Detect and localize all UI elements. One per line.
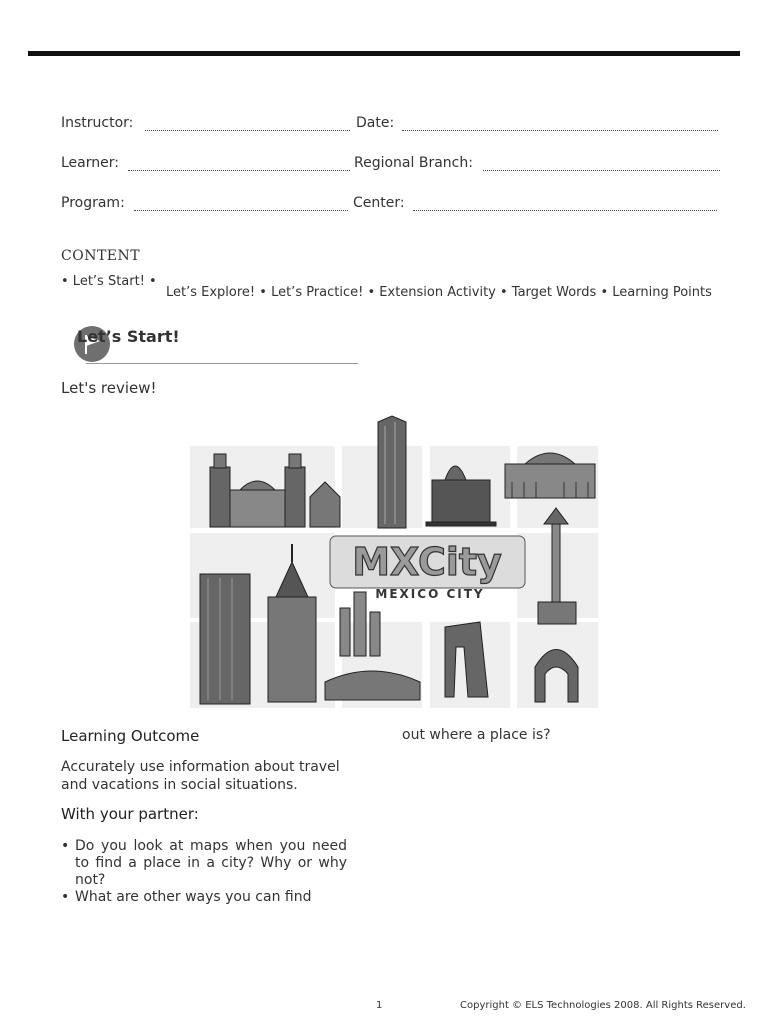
regional-branch-label: Regional Branch: [354, 155, 473, 171]
program-field[interactable] [134, 210, 348, 211]
center-label: Center: [353, 195, 405, 211]
section-divider [86, 363, 358, 364]
center-field[interactable] [413, 210, 717, 211]
header-rule [28, 51, 740, 56]
partner-heading: With your partner: [61, 805, 199, 823]
learning-outcome-heading: Learning Outcome [61, 727, 200, 745]
content-list-rest: Let’s Explore! • Let’s Practice! • Extension Activity • Target Words • Learning Points [166, 285, 712, 300]
program-label: Program: [61, 195, 125, 211]
svg-text:MEXICO CITY: MEXICO CITY [375, 587, 485, 601]
regional-branch-field[interactable] [483, 170, 720, 171]
mexico-city-collage [190, 412, 598, 708]
learner-field[interactable] [128, 170, 350, 171]
tower-icon [378, 416, 406, 528]
page-number: 1 [376, 1000, 383, 1011]
question-continuation: out where a place is? [402, 727, 551, 743]
instructor-label: Instructor: [61, 115, 134, 131]
content-list-start: • Let’s Start! • [61, 274, 157, 289]
section-title: Let’s Start! [77, 327, 180, 346]
tower-cluster-icon [340, 592, 380, 656]
svg-text:MXCity: MXCity [352, 540, 502, 584]
list-item: • Do you look at maps when you need to find a place in a city? Why or why not? [61, 838, 347, 889]
content-heading: CONTENT [61, 248, 141, 264]
instructor-field[interactable] [145, 130, 350, 131]
partner-questions [61, 838, 347, 906]
date-field[interactable] [402, 130, 718, 131]
learner-label: Learner: [61, 155, 119, 171]
review-text: Let's review! [61, 379, 157, 397]
mxcity-logo [330, 536, 525, 601]
copyright-text: Copyright © ELS Technologies 2008. All Rights Reserved. [460, 1000, 746, 1011]
learning-outcome-text: Accurately use information about travel and vacations in social situations. [61, 759, 340, 793]
list-item: • What are other ways you can find [61, 889, 347, 906]
date-label: Date: [356, 115, 395, 131]
